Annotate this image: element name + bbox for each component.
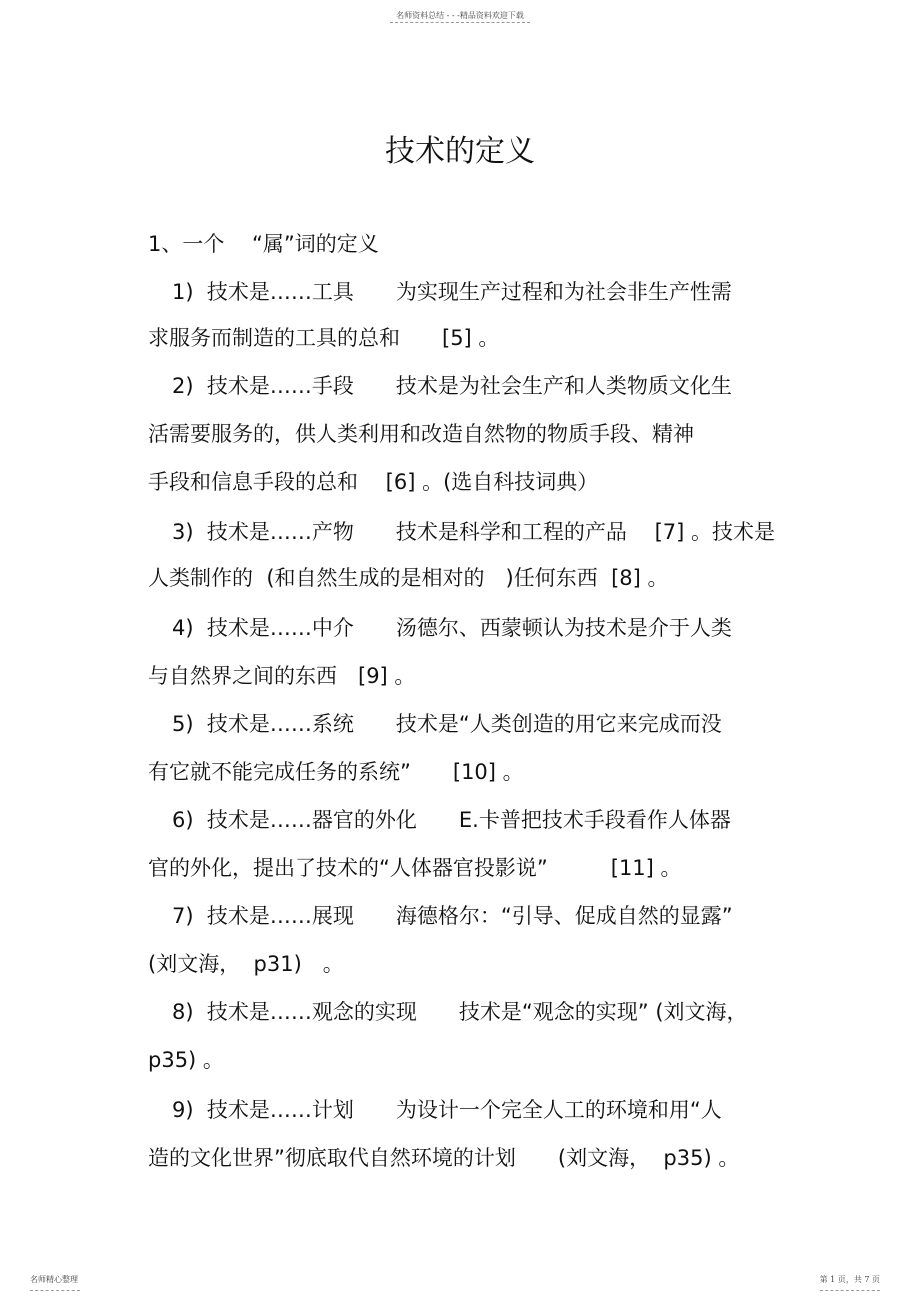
item-9-line-1: 9) 技术是……计划 为设计一个完全人工的环境和用“人 [172,1098,722,1122]
item-2-line-1: 2) 技术是……手段 技术是为社会生产和人类物质文化生 [172,374,732,398]
item-6-line-1: 6) 技术是……器官的外化 E.卡普把技术手段看作人体器 [172,808,731,832]
item-1-line-1: 1) 技术是……工具 为实现生产过程和为社会非生产性需 [172,280,732,304]
page-number: 第 1 页，共 7 页 [819,1275,880,1284]
item-8-line-1: 8) 技术是……观念的实现 技术是“观念的实现” (刘文海， [172,1000,748,1024]
item-2-line-2: 活需要服务的，供人类利用和改造自然物的物质手段、精神 [148,422,694,446]
item-2-line-3: 手段和信息手段的总和 [6] 。(选自科技词典） [148,470,599,494]
item-8-line-2: p35) 。 [148,1048,224,1072]
item-4-line-1: 4) 技术是……中介 汤德尔、西蒙顿认为技术是介于人类 [172,616,732,640]
page-title: 技术的定义 [385,134,535,169]
item-3-line-2: 人类制作的 (和自然生成的是相对的 )任何东西 [8] 。 [148,566,669,590]
section-heading: 1、一个 “属”词的定义 [148,232,379,256]
item-1-line-2: 求服务而制造的工具的总和 [5] 。 [148,326,500,350]
item-4-line-2: 与自然界之间的东西 [9] 。 [148,664,416,688]
item-7-line-2: (刘文海， p31) 。 [148,952,344,976]
item-5-line-1: 5) 技术是……系统 技术是“人类创造的用它来完成而没 [172,712,722,736]
item-9-line-2: 造的文化世界”彻底取代自然环境的计划 (刘文海， p35) 。 [148,1146,740,1170]
item-7-line-1: 7) 技术是……展现 海德格尔：“引导、促成自然的显露” [172,904,733,928]
item-3-line-1: 3) 技术是……产物 技术是科学和工程的产品 [7] 。技术是 [172,520,775,544]
footer-right-divider [820,1290,880,1291]
page-header: 名师资料总结 - - -精品资料欢迎下载 [396,11,524,20]
header-divider [390,22,530,23]
footer-left-divider [30,1290,80,1291]
item-6-line-2: 官的外化，提出了技术的“人体器官投影说” [11] 。 [148,856,682,880]
item-5-line-2: 有它就不能完成任务的系统” [10] 。 [148,760,524,784]
footer-left-text: 名师精心整理 [30,1275,78,1284]
